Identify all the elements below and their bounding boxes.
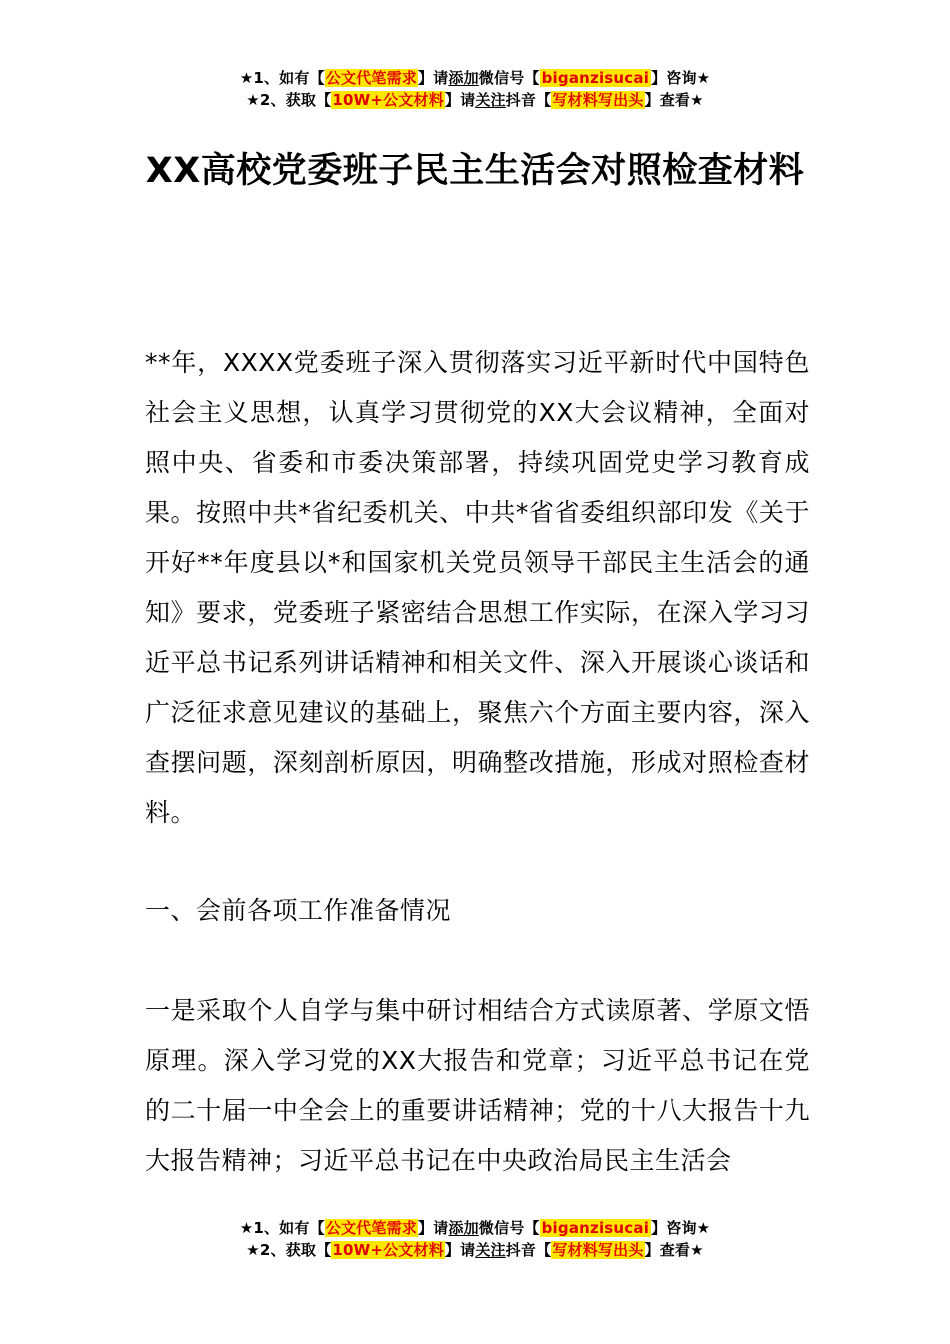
section-paragraph (145, 986, 810, 1186)
paragraph-text: **年，XXXX党委班子深入贯彻落实习近平新时代中国特色社会主义思想，认真学习贯彻党的XX大会议精神，全面对照中央、省委和市委决策部署，持续巩固党史学习教育成果。按照中共*省纪委机关、中共*省省委组织部印发《关于开好**年度县以*和国家机关党员领导干部民主生活会的通知》要求，党委班子紧密结合思想工作实际，在深入学习习近平总书记系列讲话精神和相关文件、深入开展谈心谈话和广泛征求意见建议的基础上，聚焦六个方面主要内容，深入查摆问题，深刻剖析原因，明确整改措施，形成对照检查材料。 (145, 348, 810, 827)
promo-underline: 添加 (448, 69, 479, 87)
promo-line-1 (0, 67, 950, 89)
intro-paragraph (145, 338, 810, 838)
promo-underline: 添加 (448, 1219, 479, 1237)
douyin-account: 写材料写出头 (552, 91, 644, 109)
wechat-id: biganzisucai (541, 69, 650, 87)
promo-highlight: 10W+公文材料 (332, 1241, 444, 1259)
promo-text: 】咨询★ (651, 69, 711, 87)
heading-text: 一、会前各项工作准备情况 (145, 896, 452, 925)
promo-text: 】请 (417, 69, 449, 87)
promo-banner-bottom (0, 1217, 950, 1261)
promo-text: 】请 (444, 91, 476, 109)
promo-text: 】查看★ (644, 1241, 704, 1259)
promo-line-1 (0, 1217, 950, 1239)
promo-text: 微信号【 (478, 1219, 540, 1237)
promo-text: 微信号【 (478, 69, 540, 87)
promo-banner-top (0, 67, 950, 111)
promo-text: 】请 (444, 1241, 476, 1259)
promo-highlight: 公文代笔需求 (325, 69, 417, 87)
promo-text: ★1、如有【 (239, 69, 325, 87)
document-title: XX高校党委班子民主生活会对照检查材料 (145, 151, 805, 191)
promo-highlight: 公文代笔需求 (325, 1219, 417, 1237)
wechat-id: biganzisucai (541, 1219, 650, 1237)
section-heading (145, 886, 810, 936)
promo-line-2 (0, 89, 950, 111)
promo-text: ★1、如有【 (239, 1219, 325, 1237)
promo-line-2 (0, 1239, 950, 1261)
promo-text: 】查看★ (644, 91, 704, 109)
promo-underline: 关注 (475, 91, 506, 109)
promo-text: ★2、获取【 (246, 1241, 332, 1259)
promo-text: 】请 (417, 1219, 449, 1237)
paragraph-text: 一是采取个人自学与集中研讨相结合方式读原著、学原文悟原理。深入学习党的XX大报告和党章；习近平总书记在党的二十届一中全会上的重要讲话精神；党的十八大报告十九大报告精神；习近平总书记在中央政治局民主生活会 (145, 996, 810, 1175)
promo-text: 抖音【 (505, 1241, 552, 1259)
promo-underline: 关注 (475, 1241, 506, 1259)
promo-highlight: 10W+公文材料 (332, 91, 444, 109)
douyin-account: 写材料写出头 (552, 1241, 644, 1259)
promo-text: 】咨询★ (651, 1219, 711, 1237)
promo-text: ★2、获取【 (246, 91, 332, 109)
promo-text: 抖音【 (505, 91, 552, 109)
